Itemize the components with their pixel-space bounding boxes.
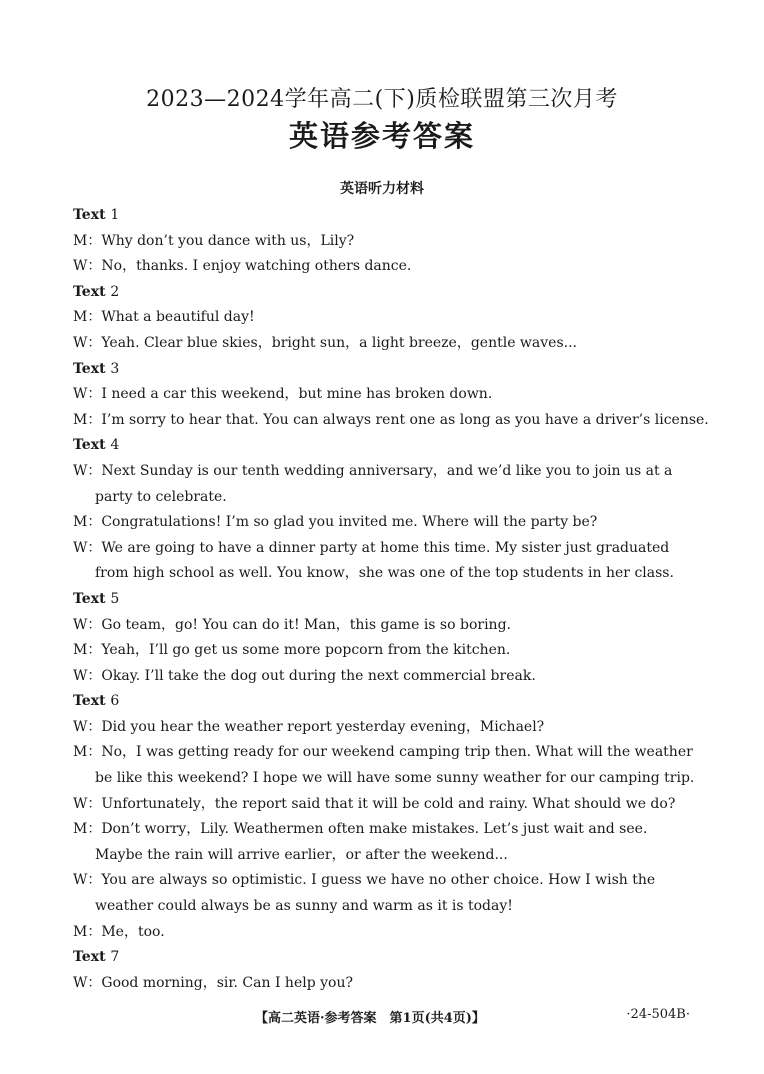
listening-transcript [73,203,709,996]
text-heading-number: 6 [110,693,120,710]
dialogue-line: W：Good morning，sir. Can I help you? [73,974,353,991]
dialogue-line: M：No，I was getting ready for our weekend camping trip then. What will the weather be like this weekend? I hope we will have some sunny weather for our camping trip. [73,744,695,787]
text-heading-label: Text [73,360,106,377]
dialogue-line: W：Unfortunately，the report said that it will be cold and rainy. What should we do? [73,795,676,812]
text-heading-number: 4 [110,437,120,454]
dialogue-line: W：No，thanks. I enjoy watching others dance. [73,258,412,275]
dialogue-line: W：We are going to have a dinner party at home this time. My sister just graduated from high school as well. You know，she was one of the top students in her class. [73,539,674,582]
dialogue-line: W：I need a car this weekend，but mine has broken down. [73,386,493,403]
dialogue-line: W：Did you hear the weather report yesterday evening，Michael? [73,718,545,735]
dialogue-line: M：I’m sorry to hear that. You can always rent one as long as you have a driver’s license. [73,411,709,428]
footer-page-info: 【高二英语·参考答案 第1页(共4页)】 [255,1011,485,1026]
dialogue-line: M：What a beautiful day! [73,309,255,326]
dialogue-line: M：Don’t worry，Lily. Weathermen often make mistakes. Let’s just wait and see. Maybe the rain will arrive earlier，or after the weekend... [73,821,648,863]
dialogue-line: M：Why don’t you dance with us，Lily? [73,232,355,249]
text-heading-label: Text [73,949,106,966]
text-heading-label: Text [73,207,106,223]
text-heading [73,357,695,383]
dialogue-line: W：Yeah. Clear blue skies，bright sun，a light breeze，gentle waves... [73,334,577,351]
text-heading [73,945,695,971]
text-heading-label: Text [73,283,106,300]
text-heading-label: Text [73,437,106,454]
dialogue-line: W：Okay. I’ll take the dog out during the next commercial break. [73,667,536,684]
document-subtitle: 英语参考答案 [288,119,475,153]
text-heading-number: 5 [110,590,120,607]
text-heading-label: Text [73,693,106,710]
text-heading-number: 3 [110,360,120,377]
dialogue-line: W：You are always so optimistic. I guess we have no other choice. How I wish the weather could always be as sunny and warm as it is today! [73,872,656,915]
section-title: 英语听力材料 [340,181,424,197]
text-heading [73,280,695,306]
text-heading-number: 1 [110,207,120,223]
dialogue-line: W：Next Sunday is our tenth wedding anniversary，and we’d like you to join us at a party to celebrate. [73,462,673,505]
text-heading [73,203,695,229]
dialogue-line: M：Congratulations! I’m so glad you invited me. Where will the party be? [73,514,598,531]
document-title: 2023—2024学年高二(下)质检联盟第三次月考 [146,87,618,112]
text-heading-number: 7 [110,949,120,966]
dialogue-line: M：Yeah，I’ll go get us some more popcorn from the kitchen. [73,642,511,659]
text-heading-label: Text [73,590,106,607]
dialogue-line: W：Go team，go! You can do it! Man，this game is so boring. [73,616,511,633]
text-heading [73,689,695,715]
dialogue-line: M：Me，too. [73,923,165,940]
text-heading-number: 2 [110,283,120,300]
footer-code: ·24-504B· [626,1007,690,1022]
text-heading [73,587,695,613]
text-heading [73,433,695,459]
